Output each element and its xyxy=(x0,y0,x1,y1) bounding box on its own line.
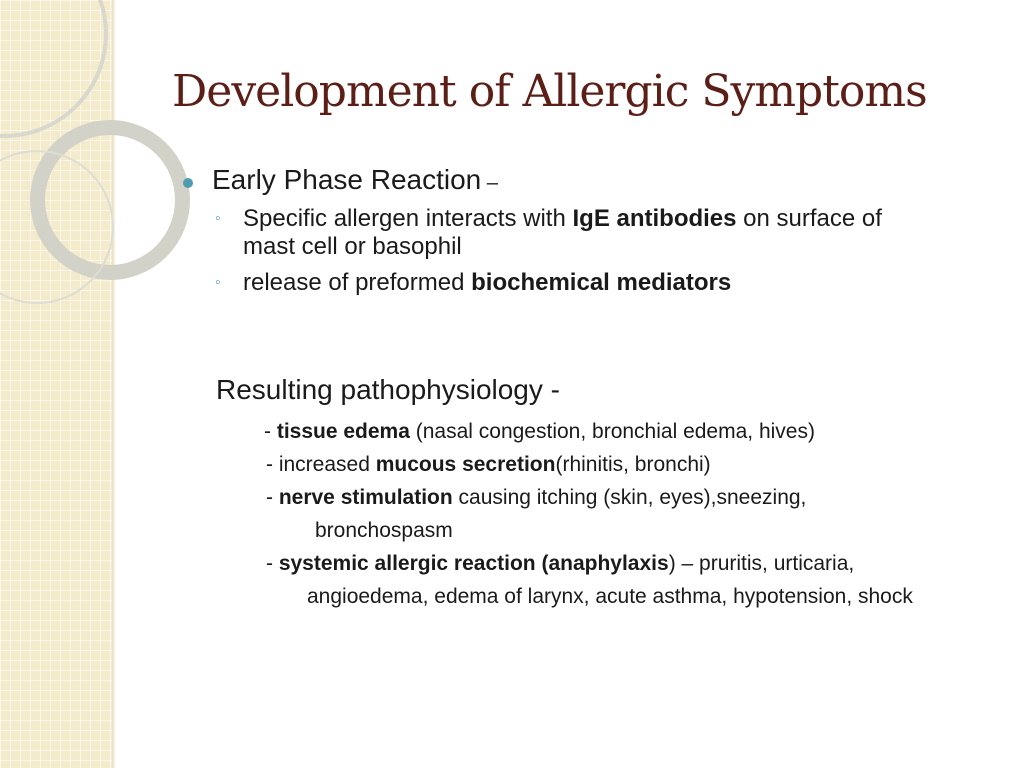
pathophys-line xyxy=(266,453,711,477)
filled-circle-icon xyxy=(183,178,193,188)
hollow-circle-icon: ◦ xyxy=(215,210,221,227)
pathophys-line-continuation: bronchospasm xyxy=(315,519,453,542)
pathophys-line xyxy=(266,486,806,510)
line-text: causing itching (skin, eyes),sneezing, xyxy=(452,486,807,509)
sub-bullet-text: mast cell or basophil xyxy=(243,233,462,260)
sub-bullet-bold: IgE antibodies xyxy=(572,205,737,232)
sidebar-edge xyxy=(112,0,116,768)
sub-bullet-mediators xyxy=(243,269,731,297)
line-prefix: - increased xyxy=(266,453,376,476)
early-phase-label: Early Phase Reaction xyxy=(212,164,482,195)
slide-title: Development of Allergic Symptoms xyxy=(172,66,927,117)
line-bold: systemic allergic reaction (anaphylaxis xyxy=(278,552,669,575)
sub-bullet-bold: biochemical mediators xyxy=(471,269,732,296)
line-text: (rhinitis, bronchi) xyxy=(555,453,711,476)
early-phase-heading xyxy=(212,164,498,196)
line-prefix: - xyxy=(266,486,279,509)
line-text: ) – pruritis, urticaria, xyxy=(668,552,855,575)
pathophys-line-continuation: angioedema, edema of larynx, acute asthma, hypotension, shock xyxy=(307,585,913,608)
line-bold: tissue edema xyxy=(276,420,410,443)
hollow-circle-icon: ◦ xyxy=(215,274,221,291)
line-bold: mucous secretion xyxy=(375,453,556,476)
line-prefix: - xyxy=(266,552,279,575)
resulting-heading: Resulting pathophysiology - xyxy=(216,374,560,405)
pathophys-line xyxy=(266,552,854,576)
line-bold: nerve stimulation xyxy=(278,486,453,509)
sub-bullet-text: release of preformed xyxy=(243,269,472,296)
line-prefix: - xyxy=(264,420,277,443)
sub-bullet-text: on surface of xyxy=(736,205,882,232)
sub-bullet-text: Specific allergen interacts with xyxy=(243,205,573,232)
sub-bullet-allergen xyxy=(243,205,882,261)
line-text: (nasal congestion, bronchial edema, hives) xyxy=(409,420,815,443)
pathophys-line xyxy=(264,420,815,444)
early-phase-dash: – xyxy=(481,172,498,194)
